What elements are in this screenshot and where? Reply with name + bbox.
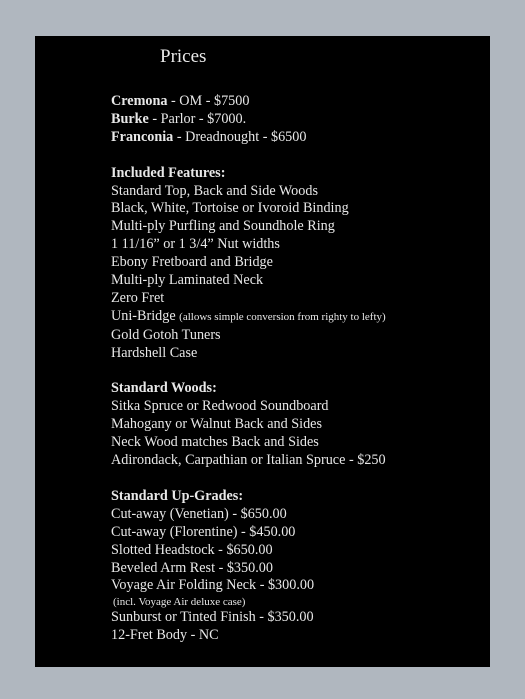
- list-item: Ebony Fretboard and Bridge: [111, 254, 273, 271]
- list-item: Sunburst or Tinted Finish - $350.00: [111, 609, 314, 626]
- spacer: [111, 470, 386, 488]
- list-item: Cut-away (Venetian) - $650.00: [111, 505, 287, 522]
- model-name: Franconia: [111, 128, 174, 145]
- spacer: [111, 147, 386, 165]
- voyage-note: (incl. Voyage Air deluxe case): [113, 596, 246, 609]
- list-item: Standard Top, Back and Side Woods: [111, 182, 318, 199]
- upgrades-heading: Standard Up-Grades:: [111, 487, 244, 504]
- list-item: Sitka Spruce or Redwood Soundboard: [111, 398, 329, 415]
- list-item: Mahogany or Walnut Back and Sides: [111, 416, 322, 433]
- woods-heading: Standard Woods:: [111, 380, 217, 397]
- list-item: Zero Fret: [111, 289, 165, 306]
- model-name: Cremona: [111, 93, 168, 109]
- list-item: 12-Fret Body - NC: [111, 627, 219, 644]
- list-item: Neck Wood matches Back and Sides: [111, 434, 319, 451]
- model-franconia: [111, 129, 386, 147]
- model-detail: - Dreadnought - $6500: [173, 128, 307, 145]
- model-detail: - OM - $7500: [167, 93, 250, 109]
- list-item: Multi-ply Purfling and Soundhole Ring: [111, 218, 335, 235]
- list-item: Black, White, Tortoise or Ivoroid Binding: [111, 200, 349, 217]
- list-item: Beveled Arm Rest - $350.00: [111, 559, 273, 576]
- model-detail: - Parlor - $7000.: [148, 110, 247, 127]
- list-item: Adirondack, Carpathian or Italian Spruce - $250: [111, 452, 386, 469]
- model-name: Burke: [111, 110, 149, 127]
- list-item: Slotted Headstock - $650.00: [111, 541, 273, 558]
- list-item: Multi-ply Laminated Neck: [111, 272, 264, 289]
- list-item: Gold Gotoh Tuners: [111, 326, 221, 343]
- list-item-unibridge: [111, 308, 386, 327]
- price-content: [111, 93, 386, 645]
- price-panel: [35, 36, 490, 667]
- list-item: 1 11/16” or 1 3/4” Nut widths: [111, 236, 280, 253]
- unibridge-note: (allows simple conversion from righty to lefty): [179, 310, 386, 323]
- list-item: Voyage Air Folding Neck - $300.00: [111, 577, 315, 594]
- included-heading: Included Features:: [111, 164, 226, 181]
- list-item: Hardshell Case: [111, 344, 198, 361]
- list-item: Cut-away (Florentine) - $450.00: [111, 523, 296, 540]
- model-burke: [111, 111, 386, 129]
- page-title: Prices: [160, 46, 207, 67]
- model-cremona: [111, 93, 386, 111]
- unibridge-label: Uni-Bridge: [111, 307, 176, 324]
- spacer: [111, 363, 386, 381]
